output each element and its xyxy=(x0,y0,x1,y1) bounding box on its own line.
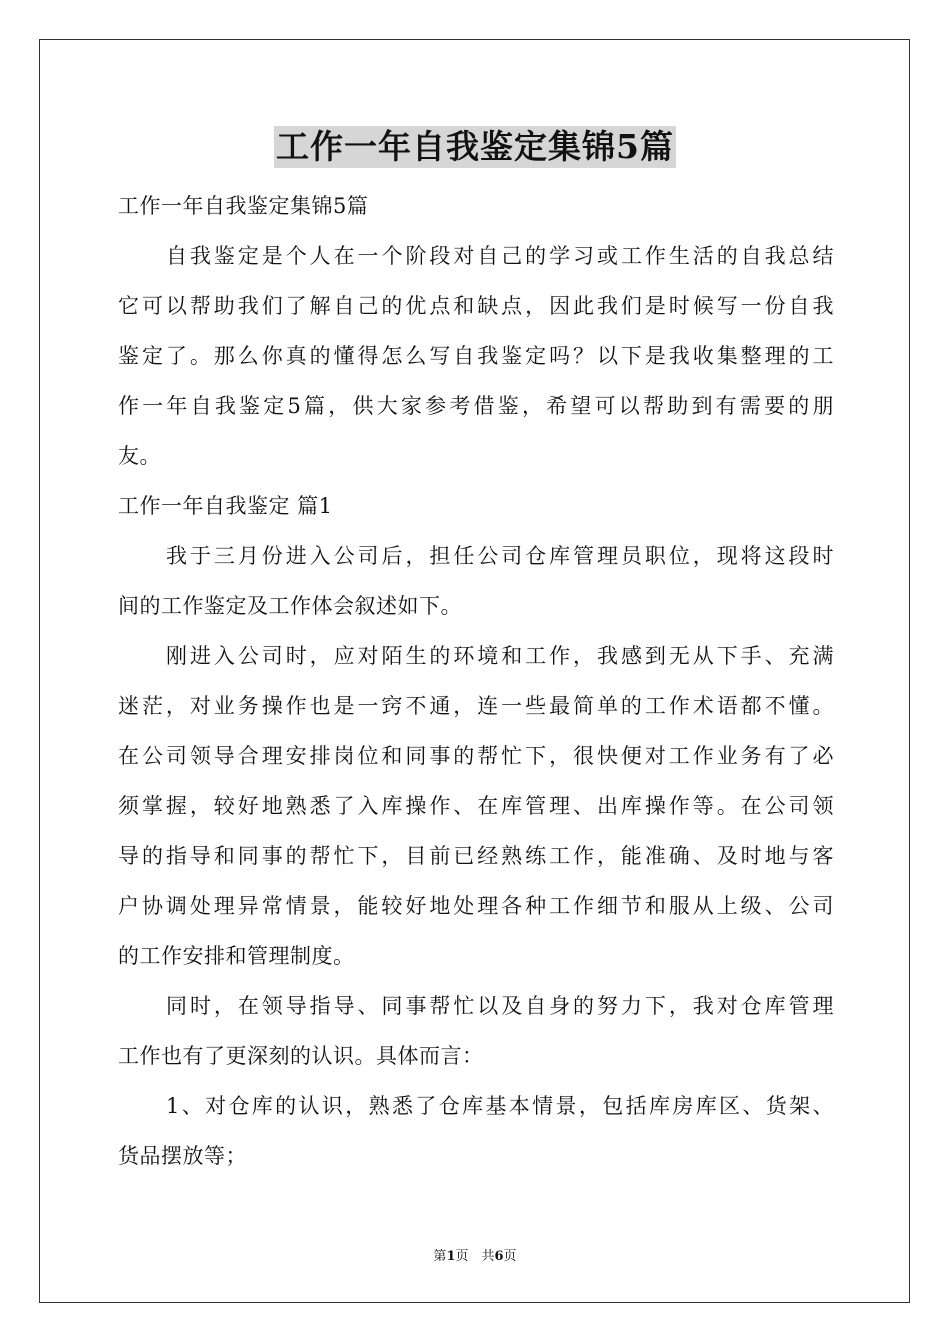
text-line: 鉴定了。那么你真的懂得怎么写自我鉴定吗？以下是我收集整理的工 xyxy=(118,344,834,368)
text-line: 自我鉴定是个人在一个阶段对自己的学习或工作生活的自我总结 xyxy=(166,244,834,268)
text-line: 它可以帮助我们了解自己的优点和缺点，因此我们是时候写一份自我 xyxy=(118,294,834,318)
text-line: 货品摆放等； xyxy=(118,1144,247,1168)
footer-page-mid: 页 共 xyxy=(455,1249,495,1264)
footer-page-suffix: 页 xyxy=(503,1249,517,1264)
text-line: 刚进入公司时，应对陌生的环境和工作，我感到无从下手、充满 xyxy=(166,644,834,668)
text-line: 同时，在领导指导、同事帮忙以及自身的努力下，我对仓库管理 xyxy=(166,994,834,1018)
footer-page-total: 6 xyxy=(494,1249,504,1264)
page-footer xyxy=(0,1245,950,1264)
text-line: 的工作安排和管理制度。 xyxy=(118,944,355,968)
text-line: 户协调处理异常情景，能较好地处理各种工作细节和服从上级、公司 xyxy=(118,894,834,918)
document-body xyxy=(118,181,834,1181)
text-line: 间的工作鉴定及工作体会叙述如下。 xyxy=(118,594,462,618)
text-line: 工作一年自我鉴定集锦5篇 xyxy=(118,194,369,218)
document-title: 工作一年自我鉴定集锦5篇 xyxy=(276,127,674,166)
text-line: 须掌握，较好地熟悉了入库操作、在库管理、出库操作等。在公司领 xyxy=(118,794,834,818)
text-line: 1、对仓库的认识，熟悉了仓库基本情景，包括库房库区、货架、 xyxy=(166,1094,834,1118)
text-line: 工作也有了更深刻的认识。具体而言： xyxy=(118,1044,484,1068)
text-line: 在公司领导合理安排岗位和同事的帮忙下，很快便对工作业务有了必 xyxy=(118,744,834,768)
title-container xyxy=(0,126,950,168)
text-line: 作一年自我鉴定5篇，供大家参考借鉴，希望可以帮助到有需要的朋 xyxy=(118,394,834,418)
footer-page-current: 1 xyxy=(446,1249,456,1264)
text-line: 工作一年自我鉴定 篇1 xyxy=(118,494,333,518)
text-line: 迷茫，对业务操作也是一窍不通，连一些最简单的工作术语都不懂。 xyxy=(118,694,834,718)
text-line: 友。 xyxy=(118,444,161,468)
text-line: 导的指导和同事的帮忙下，目前已经熟练工作，能准确、及时地与客 xyxy=(118,844,834,868)
text-line: 我于三月份进入公司后，担任公司仓库管理员职位，现将这段时 xyxy=(166,544,834,568)
footer-page-prefix: 第 xyxy=(433,1249,447,1264)
